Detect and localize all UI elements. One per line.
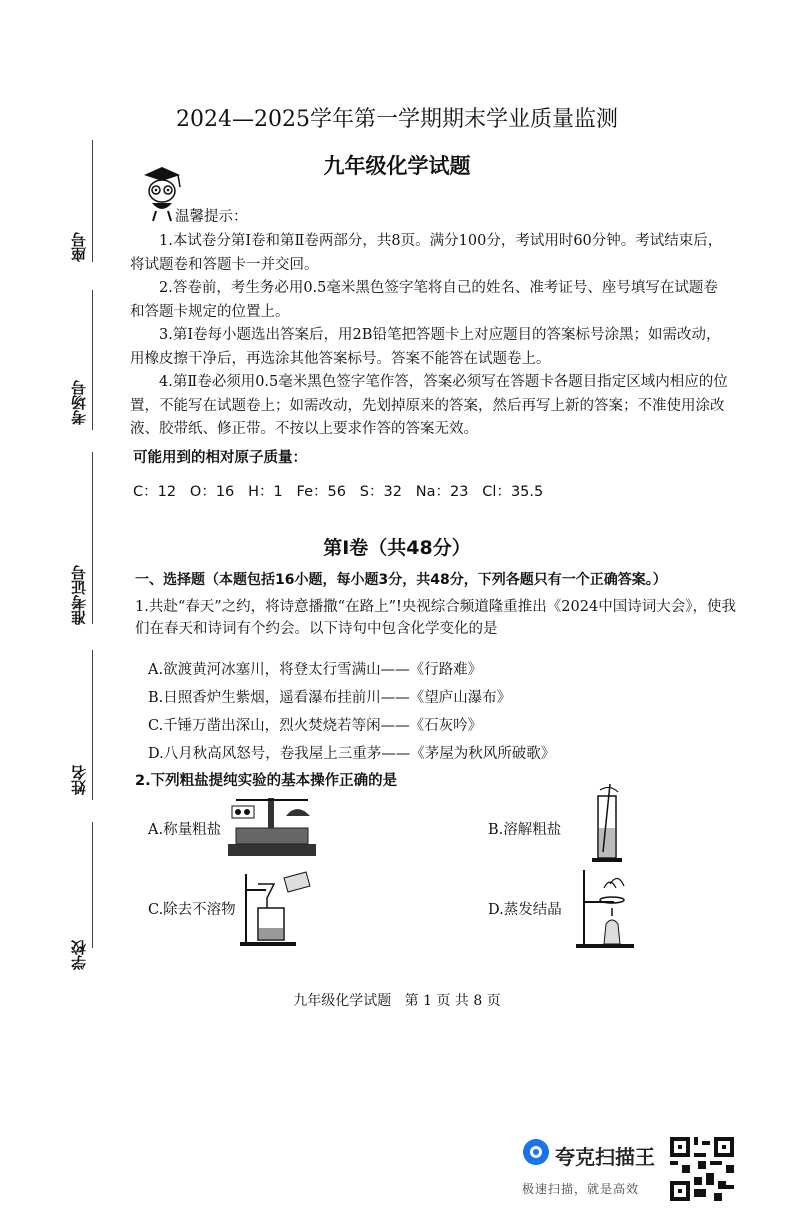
atomic-mass-heading: 可能用到的相对原子质量： [133,450,307,466]
notice-item: 2.答卷前，考生务必用0.5毫米黑色签字笔将自己的姓名、准考证号、座号填写在试题卷和答题卡规定的位置上。 [130,280,718,320]
evaporation-figure [574,862,638,950]
filtration-figure [236,868,336,948]
q1-stem: 1.共赴“春天”之约，将诗意播撒“在路上”!央视综合频道隆重推出《2024中国诗词大会》，使我们在春天和诗词有个约会。以下诗句中包含化学变化的是 [135,599,736,637]
notice-item: 4.第Ⅱ卷必须用0.5毫米黑色签字笔作答，答案必须写在答题卡各题目指定区域内相应的位置，不能写在试题卷上；如需改动，先划掉原来的答案，然后再写上新的答案；不准使用涂改液、胶带纸、修正带。不按以上要求作答的答案无效。 [130,374,728,437]
seat-label: 座号 [70,232,88,262]
school-label: 学校 [70,940,88,970]
atomic-mass-values: C：12 O：16 H：1 Fe：56 S：32 Na：23 Cl：35.5 [133,484,544,500]
binding-line [92,290,93,430]
binding-line [92,822,93,948]
notice-item: 1.本试卷分第Ⅰ卷和第Ⅱ卷两部分，共8页。满分100分，考试用时60分钟。考试结束后，将试题卷和答题卡一并交回。 [130,233,723,273]
admission-no-label: 准考证号 [70,565,88,625]
q2-option-d: D.蒸发结晶 [488,902,562,918]
q2-option-c: C.除去不溶物 [148,902,236,918]
notice-list [130,230,730,442]
scanner-brand: 夸克扫描王 [555,1145,655,1169]
subject-title: 九年级化学试题 [323,153,471,178]
section-instruction: 一、选择题（本题包括16小题，每小题3分，共48分，下列各题只有一个正确答案。） [135,572,667,588]
page-footer: 九年级化学试题 第 1 页 共 8 页 [293,993,501,1009]
section-title: 第Ⅰ卷（共48分） [323,537,471,559]
dissolving-cylinder-figure [588,782,628,864]
balance-scale-figure [222,788,322,860]
q1-option-b: B.日照香炉生紫烟，遥看瀑布挂前川——《望庐山瀑布》 [148,690,512,706]
q1-option-d: D.八月秋高风怒号，卷我屋上三重茅——《茅屋为秋风所破歌》 [148,746,556,762]
scanner-logo-icon [522,1138,550,1166]
exam-title: 2024—2025学年第一学期期末学业质量监测 [176,107,618,132]
scanner-slogan: 极速扫描，就是高效 [522,1182,640,1196]
notice-item: 3.第Ⅰ卷每小题选出答案后，用2B铅笔把答题卡上对应题目的答案标号涂黑；如需改动，用橡皮擦干净后，再选涂其他答案标号。答案不能答在试题卷上。 [130,327,721,367]
q1-option-c: C.千锤万凿出深山，烈火焚烧若等闲——《石灰吟》 [148,718,483,734]
q2-option-b: B.溶解粗盐 [488,822,562,838]
notice-heading: 温馨提示： [175,209,248,225]
qr-code-icon [670,1137,734,1201]
name-label: 姓名 [70,765,88,795]
exam-room-label: 考场号 [70,380,88,425]
q1-option-a: A.欲渡黄河冰塞川，将登太行雪满山——《行路难》 [148,662,483,678]
binding-line [92,650,93,800]
q2-option-a: A.称量粗盐 [148,822,222,838]
q2-stem: 2.下列粗盐提纯实验的基本操作正确的是 [135,773,398,789]
